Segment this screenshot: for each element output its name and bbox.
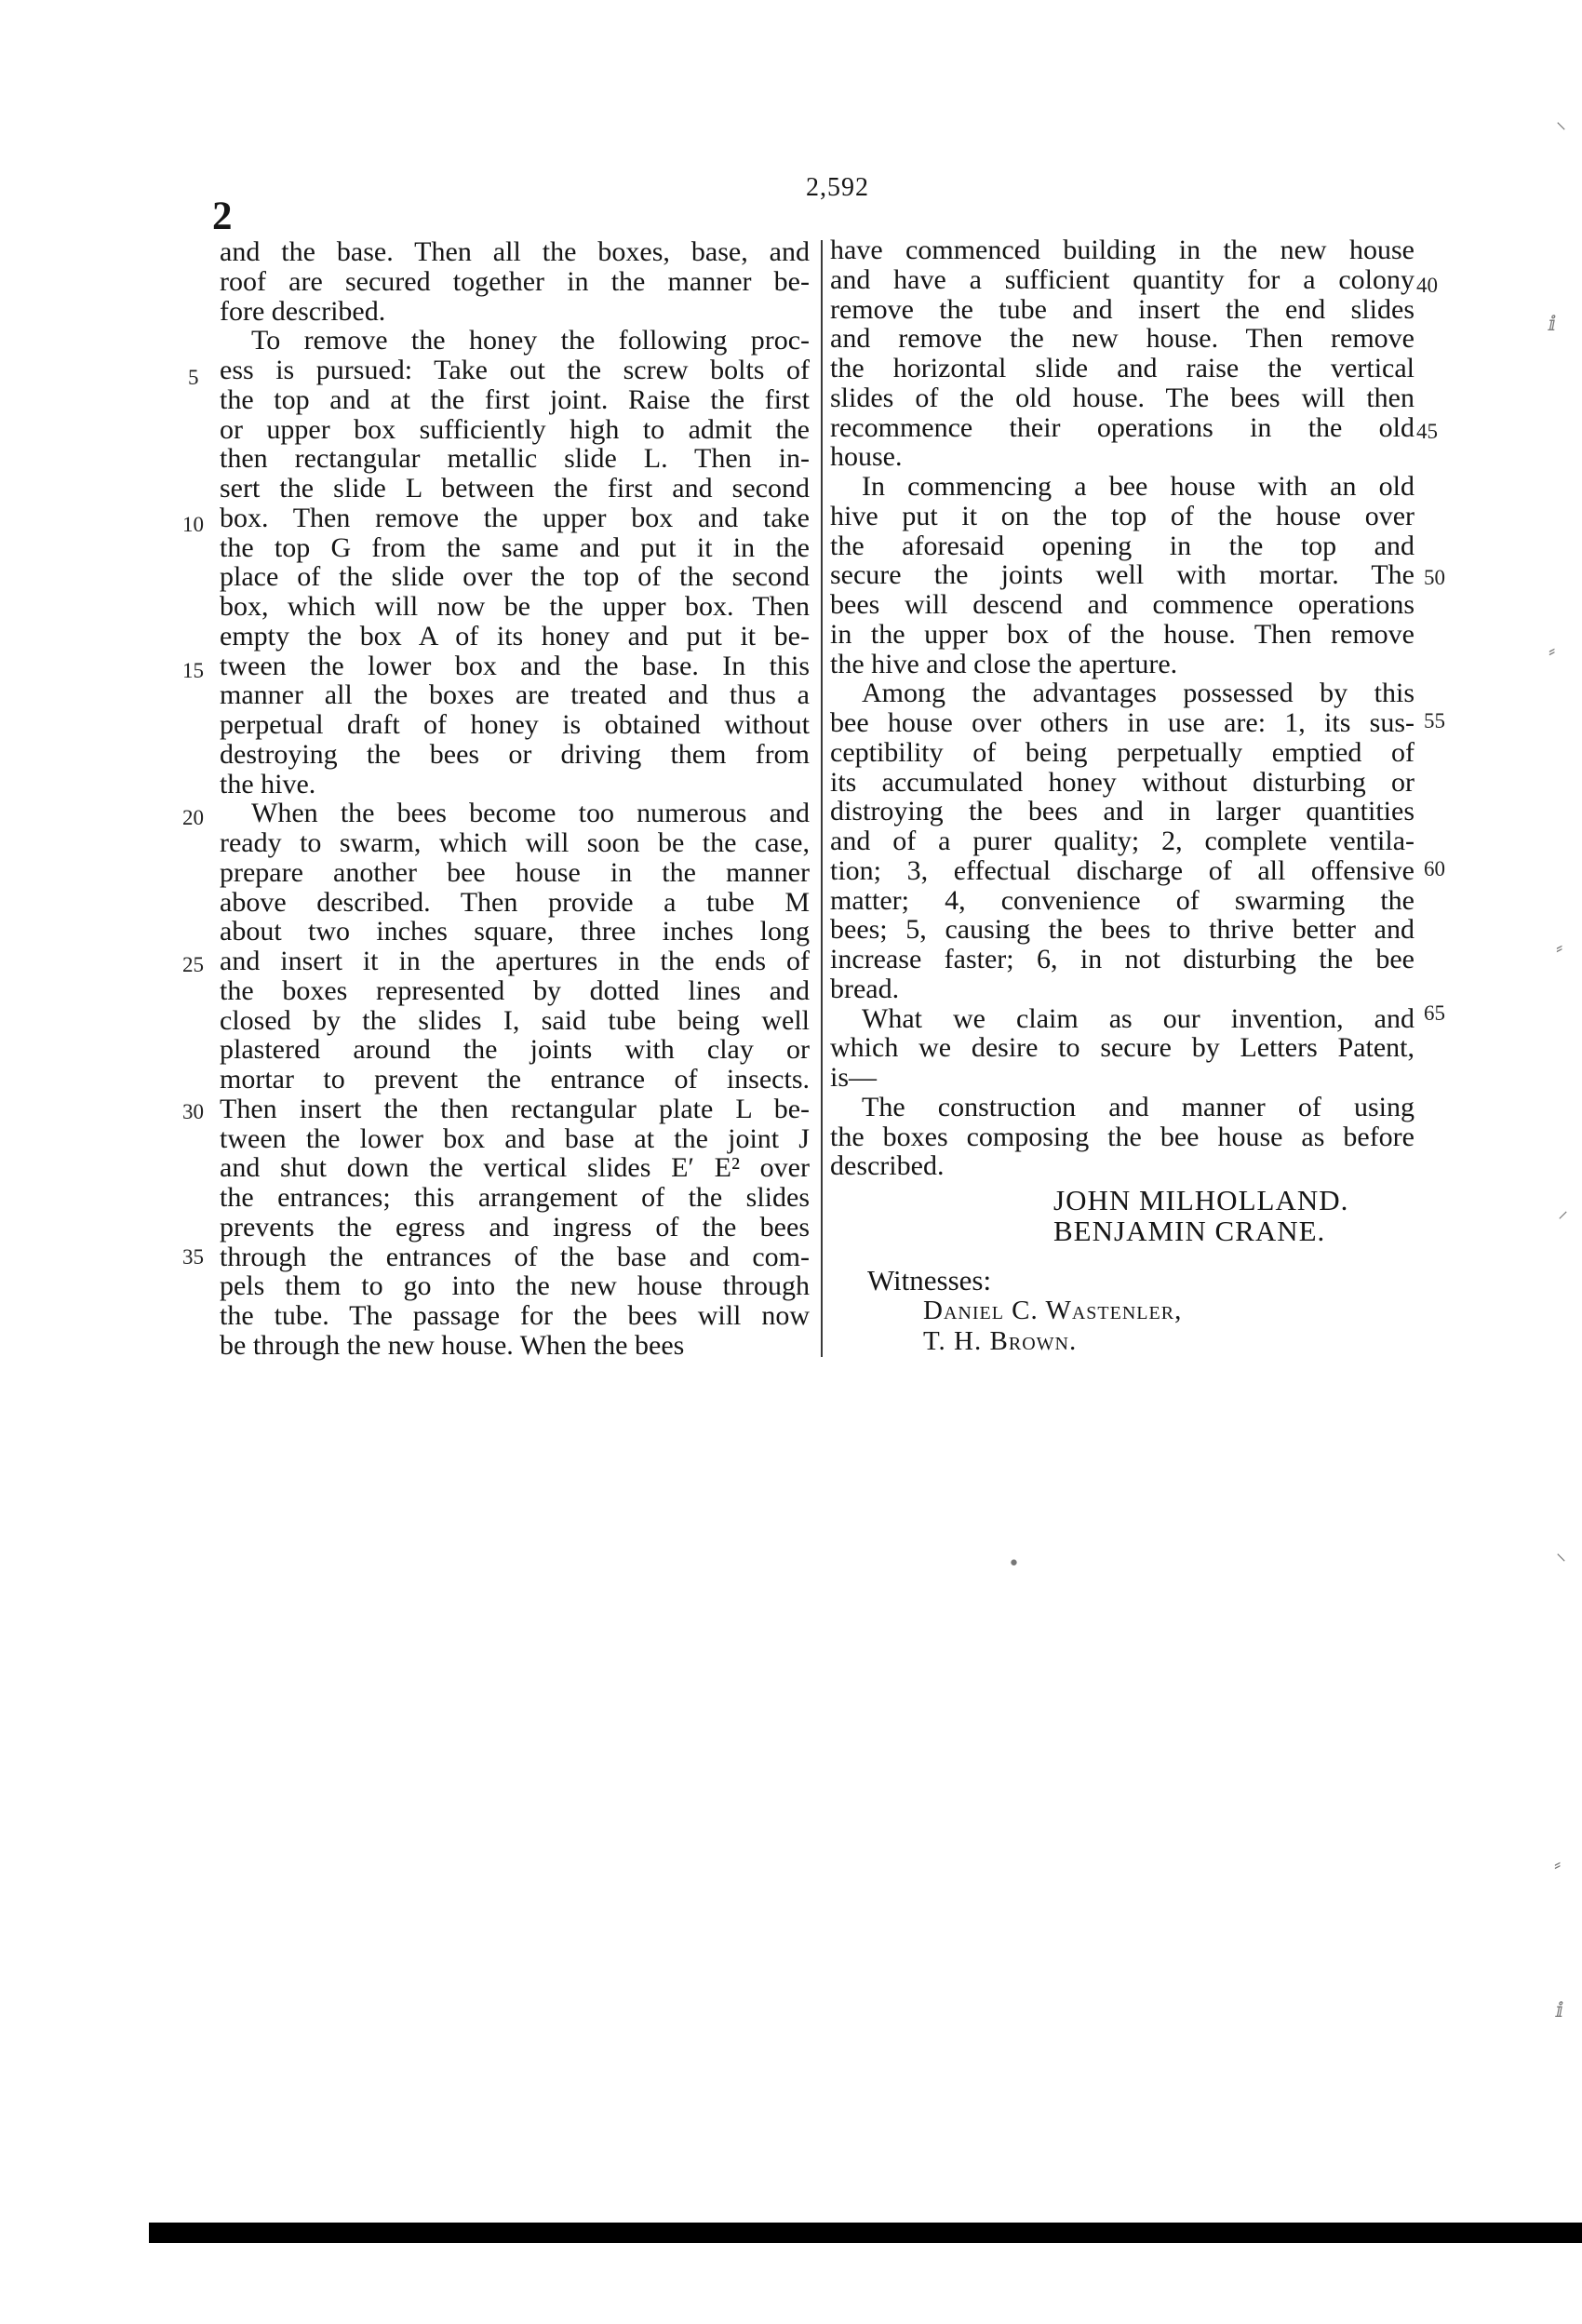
text-line: box, which will now be the upper box. Then: [220, 591, 810, 622]
text-line: the boxes composing the bee house as before: [830, 1121, 1414, 1152]
line-number: 15: [182, 659, 204, 682]
line-number: 50: [1424, 566, 1445, 589]
line-number: 40: [1416, 274, 1438, 297]
line-number: 60: [1424, 857, 1445, 880]
text-line: slides of the old house. The bees will then: [830, 382, 1414, 413]
text-line: fore described.: [220, 295, 386, 327]
text-line: and of a purer quality; 2, complete ventila-: [830, 826, 1414, 856]
text-line: above described. Then provide a tube M: [220, 886, 810, 918]
page-number: 2: [212, 195, 234, 238]
text-line: distroying the bees and in larger quantities: [830, 796, 1414, 827]
right-text-column: [830, 235, 1414, 1181]
text-line: What we claim as our invention, and: [862, 1002, 1414, 1034]
scan-speck: ⸌: [1556, 119, 1567, 142]
text-line: bees will descend and commence operations: [830, 589, 1414, 620]
text-line: have commenced building in the new house: [830, 235, 1414, 265]
text-line: bees; 5, causing the bees to thrive better and: [830, 914, 1414, 946]
text-line: Then insert the then rectangular plate L be-: [220, 1093, 810, 1124]
text-line: increase faster; 6, in not disturbing the bee: [830, 944, 1414, 974]
line-number: 55: [1424, 709, 1445, 732]
text-line: is—: [830, 1062, 878, 1093]
text-line: recommence their operations in the old: [830, 411, 1414, 443]
inventor-signature: BENJAMIN CRANE.: [1053, 1215, 1326, 1247]
text-line: ceptibility of being perpetually emptied of: [830, 736, 1414, 768]
text-line: destroying the bees or driving them from: [220, 738, 810, 770]
text-line: remove the tube and insert the end slides: [830, 293, 1414, 325]
line-number: 10: [182, 513, 204, 536]
text-line: and insert it in the apertures in the ends of: [220, 946, 810, 976]
text-line: Among the advantages possessed by this: [862, 678, 1414, 709]
text-line: In commencing a bee house with an old: [862, 471, 1414, 502]
text-line: empty the box A of its honey and put it be-: [220, 620, 810, 652]
scan-speck: •: [1008, 1552, 1020, 1576]
scan-speck: ⸌: [1556, 1551, 1567, 1574]
text-line: or upper box sufficiently high to admit the: [220, 413, 810, 445]
text-line: and have a sufficient quantity for a colony: [830, 263, 1414, 295]
witnesses-label: Witnesses:: [867, 1264, 992, 1296]
text-line: To remove the honey the following proc-: [251, 325, 810, 356]
text-line: the tube. The passage for the bees will now: [220, 1300, 810, 1331]
text-line: the hive and close the aperture.: [830, 648, 1178, 679]
text-line: tween the lower box and base at the joint J: [220, 1122, 810, 1154]
text-line: When the bees become too numerous and: [251, 798, 810, 829]
text-line: prepare another bee house in the manner: [220, 856, 810, 888]
text-line: plastered around the joints with clay or: [220, 1034, 810, 1066]
text-line: the boxes represented by dotted lines and: [220, 974, 810, 1006]
left-text-column: [220, 237, 810, 1361]
text-line: and remove the new house. Then remove: [830, 323, 1414, 355]
text-line: described.: [830, 1150, 945, 1182]
line-number: 65: [1424, 1001, 1445, 1025]
inventor-signature: JOHN MILHOLLAND.: [1053, 1184, 1349, 1216]
text-line: mortar to prevent the entrance of insects.: [220, 1064, 810, 1095]
witness-name: Daniel C. Wastenler,: [923, 1296, 1183, 1325]
scan-speck: ⅈ: [1556, 1999, 1564, 2022]
line-number: 5: [188, 366, 199, 389]
text-line: the top G from the same and put it in the: [220, 531, 810, 563]
text-line: the horizontal slide and raise the vertical: [830, 353, 1414, 383]
patent-number: 2,592: [806, 173, 869, 202]
text-line: matter; 4, convenience of swarming the: [830, 884, 1414, 916]
text-line: pels them to go into the new house through: [220, 1270, 810, 1302]
scan-speck: ⅈ: [1548, 313, 1557, 336]
text-line: the aforesaid opening in the top and: [830, 530, 1414, 561]
text-line: closed by the slides I, said tube being well: [220, 1004, 810, 1036]
text-line: manner all the boxes are treated and thus a: [220, 679, 810, 711]
line-number: 30: [182, 1100, 204, 1123]
text-line: The construction and manner of using: [862, 1091, 1414, 1122]
text-line: the top and at the first joint. Raise the first: [220, 383, 810, 415]
text-line: hive put it on the top of the house over: [830, 500, 1414, 531]
text-line: box. Then remove the upper box and take: [220, 502, 810, 533]
text-line: and the base. Then all the boxes, base, and: [220, 236, 810, 267]
text-line: secure the joints well with mortar. The: [830, 559, 1414, 591]
scan-speck: ⸗: [1554, 1853, 1562, 1876]
text-line: through the entrances of the base and com-: [220, 1241, 810, 1272]
text-line: the entrances; this arrangement of the slides: [220, 1182, 810, 1213]
text-line: place of the slide over the top of the second: [220, 561, 810, 593]
scan-speck: ⸝: [1558, 1200, 1569, 1223]
text-line: bee house over others in use are: 1, its sus-: [830, 707, 1414, 738]
text-line: ess is pursued: Take out the screw bolts of: [220, 355, 810, 385]
text-line: its accumulated honey without disturbing or: [830, 766, 1414, 798]
text-line: tween the lower box and the base. In this: [220, 650, 810, 681]
text-line: the hive.: [220, 768, 316, 799]
text-line: then rectangular metallic slide L. Then in-: [220, 443, 810, 475]
line-number: 35: [182, 1245, 204, 1269]
text-line: about two inches square, three inches long: [220, 916, 810, 947]
text-line: perpetual draft of honey is obtained without: [220, 709, 810, 740]
text-line: prevents the egress and ingress of the bees: [220, 1211, 810, 1243]
text-line: tion; 3, effectual discharge of all offensive: [830, 854, 1414, 886]
line-number: 20: [182, 806, 204, 829]
text-line: in the upper box of the house. Then remove: [830, 618, 1414, 650]
witness-name: T. H. Brown.: [923, 1326, 1078, 1356]
scan-speck: ⸗: [1548, 639, 1556, 663]
text-line: roof are secured together in the manner be-: [220, 265, 810, 297]
page-bottom-border: [149, 2223, 1582, 2243]
text-line: sert the slide L between the first and second: [220, 473, 810, 504]
text-line: bread.: [830, 973, 900, 1004]
text-line: be through the new house. When the bees: [220, 1329, 685, 1361]
line-number: 25: [182, 953, 204, 976]
text-line: ready to swarm, which will soon be the case,: [220, 827, 810, 858]
scan-speck: ⸗: [1556, 936, 1563, 960]
column-divider: [821, 240, 823, 1357]
text-line: house.: [830, 441, 903, 473]
line-number: 45: [1416, 420, 1438, 443]
text-line: which we desire to secure by Letters Patent,: [830, 1032, 1414, 1064]
text-line: and shut down the vertical slides E′ E² over: [220, 1152, 810, 1184]
